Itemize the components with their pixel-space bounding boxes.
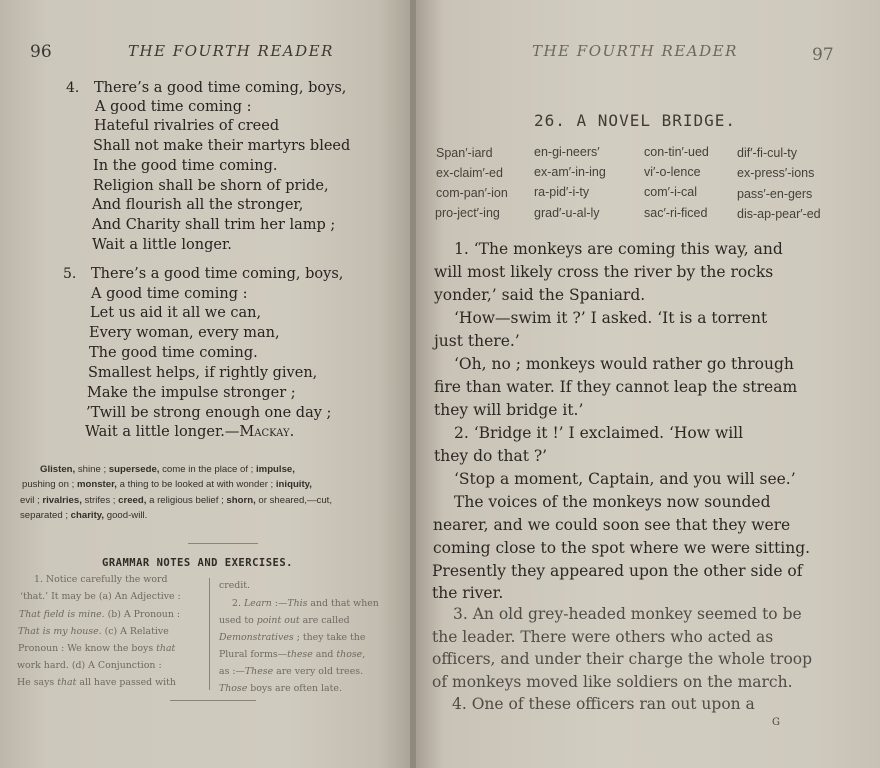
poem-author: Mackay. (239, 424, 295, 440)
left-running-head: THE FOURTH READER (128, 42, 334, 60)
column-divider (209, 578, 210, 690)
gloss-term: monster, (76, 479, 117, 490)
body-line: the leader. There were others who acted as (432, 628, 774, 646)
spelling-word: sac′-ri-ficed (644, 206, 708, 220)
gloss-term: rivalries, (42, 495, 82, 506)
note-line: used to point out are called (219, 615, 350, 626)
note-line: 2. Learn :—This and that when (232, 598, 379, 609)
lesson-title: 26. A NOVEL BRIDGE. (534, 111, 737, 130)
body-line: The voices of the monkeys now sounded (454, 493, 771, 511)
right-page (416, 0, 880, 768)
body-line: 1. ‘The monkeys are coming this way, and (454, 240, 783, 258)
divider (188, 543, 258, 544)
gloss-term: supersede, (108, 464, 160, 475)
body-line: 4. One of these officers ran out upon a (452, 695, 755, 713)
poem-line: Smallest helps, if rightly given, (88, 365, 318, 381)
gloss-term: shorn, (226, 495, 256, 506)
spelling-word: grad′-u-al-ly (534, 206, 600, 220)
poem-line: The good time coming. (89, 345, 258, 361)
poem-line-last: Wait a little longer.—Mackay. (85, 424, 295, 440)
spelling-word: vi′-o-lence (644, 165, 701, 179)
poem-line: Shall not make their martyrs bleed (93, 138, 351, 154)
spelling-word: ex-claim′-ed (436, 166, 503, 180)
grammar-notes-heading: GRAMMAR NOTES AND EXERCISES. (102, 557, 294, 569)
body-line: yonder,’ said the Spaniard. (434, 286, 646, 304)
gloss-term: impulse, (256, 464, 295, 475)
body-line: just there.’ (434, 332, 520, 350)
poem-line: Wait a little longer. (92, 237, 232, 253)
body-line: they will bridge it.’ (434, 401, 584, 419)
body-line: coming close to the spot where we were sitting. (433, 539, 811, 557)
spelling-word: dis-ap-pear′-ed (737, 207, 821, 221)
body-line: of monkeys moved like soldiers on the march. (432, 673, 793, 691)
poem-line: A good time coming : (91, 286, 248, 302)
spelling-word: en-gi-neers′ (534, 145, 600, 159)
right-running-head: THE FOURTH READER (532, 42, 738, 60)
poem-line: ’Twill be strong enough one day ; (86, 405, 332, 421)
note-line: Pronoun : We know the boys that (18, 643, 176, 654)
gloss-term: Glisten, (40, 464, 76, 475)
body-line: the river. (432, 584, 504, 602)
note-line: 1. Notice carefully the word (34, 574, 168, 585)
left-page: 96 THE FOURTH READER 4. There’s a good time coming, boys, A good time coming : Hateful rivalries of creed Shall not make their martyrs bleed In the good time coming. Religion shall be shorn of pride, And flourish all the stronger, And Charity shall trim her lamp ; Wait a little longer. 5. There’s a good time coming, boys, A good time coming : Let us aid it all we can, Every woman, every man, The good time coming. Smallest helps, if rightly given, Make the impulse stronger ; ’Twill be strong enough one day ; Wait a little longer.—Mackay. Glisten, shine ; supersede, come in the place of ; impulse, pushing on ; monster, a thing to be looked at with wonder ; iniquity, evil ; rivalries, strifes ; creed, a religious belief ; shorn, or sheared,—cut, separated ; charity, good-will. GRAMMAR NOTES AND EXERCISES. 1. Notice carefully the word ‘that.’ It may be (a) An Adjective : That field is mine. (b) A Pronoun : That is my house. (c) A Relative Pronoun : We know the boys that work hard. (d) A Conjunction : He says that all have passed with credit. 2. Learn :—This and that when used to point out are called Demonstratives ; they take the Plural forms—these and those, as :—These are very old trees. Those boys are often late. (0, 0, 412, 768)
spelling-word: ex-am′-in-ing (534, 165, 606, 179)
body-line: Presently they appeared upon the other side of (432, 562, 803, 580)
body-line: 3. An old grey-headed monkey seemed to be (453, 605, 802, 623)
note-line: credit. (219, 580, 251, 591)
note-line: Those boys are often late. (219, 683, 342, 694)
body-line: nearer, and we could soon see that they were (433, 516, 791, 534)
spelling-word: pro-ject′-ing (435, 206, 500, 220)
note-line: as :—These are very old trees. (219, 666, 364, 677)
note-line: work hard. (d) A Conjunction : (17, 660, 162, 671)
spelling-word: com′-i-cal (644, 185, 698, 199)
poem-line: And Charity shall trim her lamp ; (92, 217, 336, 233)
body-line: ‘Oh, no ; monkeys would rather go through (454, 355, 794, 373)
spelling-word: ex-press′-ions (737, 166, 815, 180)
body-line: fire than water. If they cannot leap the stream (434, 378, 798, 396)
spelling-word: Span′-iard (436, 146, 493, 160)
poem-line: Let us aid it all we can, (90, 305, 262, 321)
note-line: That field is mine. (b) A Pronoun : (19, 609, 181, 620)
right-page-number: 97 (812, 45, 834, 65)
spelling-word: pass′-en-gers (737, 187, 813, 201)
spelling-word: con-tin′-ued (644, 145, 709, 159)
body-line: ‘How—swim it ?’ I asked. ‘It is a torrent (454, 309, 768, 327)
body-line: officers, and under their charge the whole troop (432, 650, 813, 668)
spelling-word: dif′-fi-cul-ty (737, 146, 797, 160)
divider (170, 700, 256, 701)
gloss-term: iniquity, (275, 479, 312, 490)
body-line: ‘Stop a moment, Captain, and you will see.’ (454, 470, 796, 488)
note-line: He says that all have passed with (17, 677, 176, 688)
stanza-4-number: 4. (66, 80, 80, 96)
poem-line: In the good time coming. (93, 158, 278, 174)
left-page-number: 96 (30, 42, 52, 62)
poem-line: And flourish all the stronger, (92, 197, 304, 213)
body-line: 2. ‘Bridge it !’ I exclaimed. ‘How will (454, 424, 744, 442)
poem-line: Hateful rivalries of creed (94, 118, 280, 134)
note-line: Plural forms—these and those, (219, 649, 366, 660)
note-line: That is my house. (c) A Relative (18, 626, 169, 637)
poem-line: There’s a good time coming, boys, (91, 266, 344, 282)
note-line: Demonstratives ; they take the (219, 632, 366, 643)
poem-line: A good time coming : (95, 99, 252, 115)
body-line: they do that ?’ (434, 447, 548, 465)
stanza-5-number: 5. (63, 266, 77, 282)
gloss-term: creed, (118, 495, 147, 506)
body-line: will most likely cross the river by the rocks (434, 263, 774, 281)
spelling-word: com-pan′-ion (436, 186, 508, 200)
poem-line: Make the impulse stronger ; (87, 385, 296, 401)
poem-line: Religion shall be shorn of pride, (93, 178, 329, 194)
gloss-term: charity, (70, 510, 105, 521)
spelling-word: ra-pid′-i-ty (534, 185, 590, 199)
poem-line: There’s a good time coming, boys, (94, 80, 347, 96)
signature-mark: G (772, 717, 780, 728)
note-line: ‘that.’ It may be (a) An Adjective : (20, 591, 181, 602)
poem-line: Every woman, every man, (89, 325, 280, 341)
